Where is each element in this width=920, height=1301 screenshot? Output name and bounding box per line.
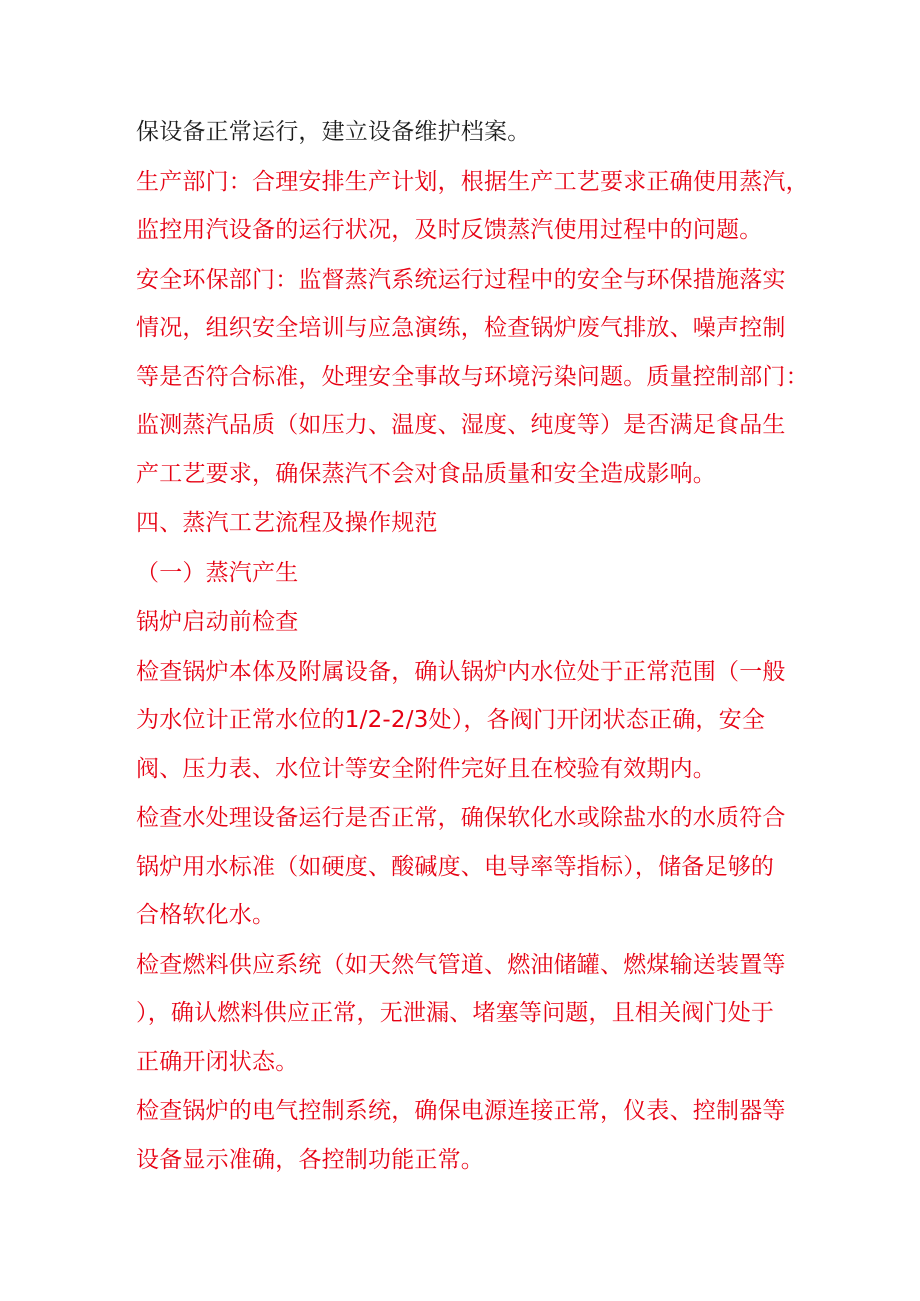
text-line: 生产部门：合理安排生产计划，根据生产工艺要求正确使用蒸汽， xyxy=(136,168,809,195)
text-line: 正确开闭状态。 xyxy=(136,1048,299,1075)
text-line: 为水位计正常水位的1/2-2/3处），各阀门开闭状态正确，安全 xyxy=(136,707,766,733)
text-line: 阀、压力表、水位计等安全附件完好且在校验有效期内。 xyxy=(136,755,716,782)
text-line: 检查锅炉的电气控制系统，确保电源连接正常，仪表、控制器等 xyxy=(136,1098,786,1124)
paragraph xyxy=(136,941,796,1087)
text-line: 检查水处理设备运行是否正常，确保软化水或除盐水的水质符合 xyxy=(136,805,786,831)
text-line: 情况，组织安全培训与应急演练，检查锅炉废气排放、噪声控制 xyxy=(136,315,786,341)
text-line: 等是否符合标准，处理安全事故与环境污染问题。质量控制部门： xyxy=(136,363,809,390)
text-line: 检查锅炉本体及附属设备，确认锅炉内水位处于正常范围（一般 xyxy=(136,658,786,685)
text-line: 安全环保部门：监督蒸汽系统运行过程中的安全与环保措施落实 xyxy=(136,266,786,293)
paragraph xyxy=(136,499,796,548)
document-body xyxy=(136,108,809,1185)
paragraph xyxy=(136,598,796,647)
text-line: 产工艺要求，确保蒸汽不会对食品质量和安全造成影响。 xyxy=(136,460,716,487)
text-line: 设备显示准确，各控制功能正常。 xyxy=(136,1146,484,1173)
text-line: 监控用汽设备的运行状况，及时反馈蒸汽使用过程中的问题。 xyxy=(136,217,763,243)
text-line: 四、蒸汽工艺流程及操作规范 xyxy=(136,510,438,536)
text-line: 锅炉启动前检查 xyxy=(136,609,299,635)
paragraph xyxy=(136,549,796,598)
paragraph xyxy=(136,794,796,940)
text-line: 监测蒸汽品质（如压力、温度、湿度、纯度等）是否满足食品生 xyxy=(136,412,786,438)
paragraph xyxy=(136,1087,796,1184)
text-line: 合格软化水。 xyxy=(136,902,276,928)
text-line: 保设备正常运行，建立设备维护档案。 xyxy=(136,119,531,145)
paragraph xyxy=(136,108,796,157)
paragraph xyxy=(136,158,809,255)
text-line: （一）蒸汽产生 xyxy=(136,559,299,586)
text-line: 锅炉用水标准（如硬度、酸碱度、电导率等指标），储备足够的 xyxy=(136,853,775,880)
text-line: ），确认燃料供应正常，无泄漏、堵塞等问题，且相关阀门处于 xyxy=(136,1000,775,1026)
paragraph xyxy=(136,648,796,794)
text-line: 检查燃料供应系统（如天然气管道、燃油储罐、燃煤输送装置等 xyxy=(136,951,786,978)
paragraph xyxy=(136,256,809,499)
